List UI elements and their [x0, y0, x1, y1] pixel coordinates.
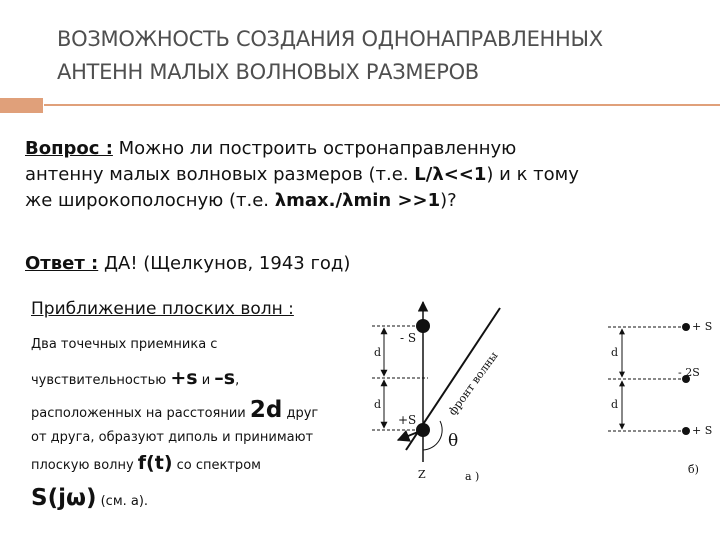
figure-b-quadrupole-diagram [600, 310, 715, 485]
answer-text: ДА! (Щелкунов, 1943 год) [98, 253, 351, 274]
desc-2d: 2d [249, 397, 283, 423]
answer-paragraph [25, 251, 425, 277]
accent-square [0, 98, 43, 113]
desc-text-5c: со спектром [172, 458, 261, 473]
theta-label: θ [448, 431, 459, 451]
question-text-2: антенну малых волновых размеров (т.е. [25, 164, 415, 185]
figure-a-caption: а ) [465, 470, 480, 483]
answer-label: Ответ : [25, 253, 99, 274]
plus-s-label: +S [398, 413, 417, 427]
question-paragraph [25, 136, 615, 214]
figure-a-dipole-diagram [350, 290, 550, 490]
d-upper-label: d [374, 346, 382, 359]
desc-text-2c: и [197, 373, 215, 388]
question-math-1: L/λ<<1 [414, 164, 487, 185]
question-text-3: ) и к тому [486, 164, 579, 185]
desc-text-4: от друга, образуют диполь и принимают [31, 430, 314, 445]
title-line-1: ВОЗМОЖНОСТЬ СОЗДАНИЯ ОДНОНАПРАВЛЕННЫХ [57, 27, 603, 51]
desc-line-5 [31, 452, 361, 474]
title-line-2: АНТЕНН МАЛЫХ ВОЛНОВЫХ РАЗМЕРОВ [57, 60, 479, 84]
question-text-5: )? [440, 190, 457, 211]
desc-ft: f(t) [137, 452, 173, 474]
d-lower-label: d [374, 398, 382, 411]
desc-spectrum: S(jω) [31, 485, 97, 511]
desc-text-3a: расположенных на расстоянии [31, 406, 250, 421]
desc-line-6 [31, 485, 361, 511]
question-text-4: же широкополосную (т.е. [25, 190, 275, 211]
b-d-lower-label: d [611, 398, 619, 411]
question-math-2: λmax./λmin >>1 [274, 190, 441, 211]
b-plus-s-top-label: + S [692, 320, 713, 333]
desc-text-2a: чувствительностью [31, 373, 171, 388]
desc-line-4 [31, 430, 361, 445]
desc-text-5a: плоскую волну [31, 458, 138, 473]
slide-title [57, 23, 697, 89]
minus-s-label: - S [400, 331, 417, 345]
z-label: Z [418, 468, 426, 481]
figure-b-caption: б) [688, 463, 699, 476]
b-receiver-top [682, 323, 690, 331]
receiver-minus-s [416, 319, 430, 333]
desc-text-6b: (см. а). [96, 494, 149, 509]
b-d-upper-label: d [611, 346, 619, 359]
desc-text-3c: друг [282, 406, 319, 421]
question-text-1: Можно ли построить остронаправленную [112, 138, 517, 159]
desc-line-1 [31, 337, 361, 352]
question-label: Вопрос : [25, 138, 113, 159]
title-divider [44, 104, 720, 106]
b-receiver-bottom [682, 427, 690, 435]
desc-text-2e: , [235, 373, 240, 388]
desc-line-2 [31, 367, 361, 389]
approx-heading: Приближение плоских волн : [31, 299, 294, 319]
desc-plus-s: +s [170, 367, 198, 389]
b-plus-s-bottom-label: + S [692, 424, 713, 437]
wavefront-label: фронт волны [445, 349, 501, 418]
desc-text-1: Два точечных приемника с [31, 337, 218, 352]
b-minus-2s-label: - 2S [678, 366, 700, 379]
desc-minus-s: –s [214, 367, 236, 389]
desc-line-3 [31, 397, 361, 423]
